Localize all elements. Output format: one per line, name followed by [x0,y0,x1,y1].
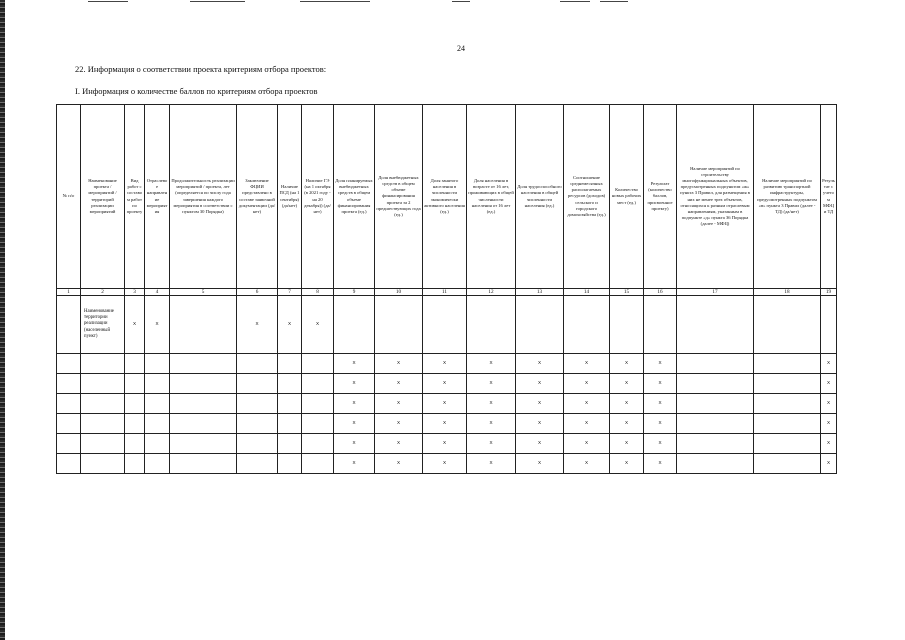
criteria-table [56,104,837,474]
column-number: 10 [375,289,423,296]
x-mark: X [610,374,644,394]
x-mark: X [237,296,278,354]
scan-edge-shadow [0,0,5,640]
table-cell [754,434,821,454]
header-cell: Количество новых рабочих мест (ед.) [610,105,644,289]
header-cell: Доля трудоспособного населения в общей численности населения (ед.) [516,105,564,289]
x-mark: X [516,414,564,434]
table-cell [81,434,125,454]
x-mark: X [516,454,564,474]
territory-name-cell: Наименование территории реализации (населенный пункт) [81,296,125,354]
column-number: 6 [237,289,278,296]
table-cell [237,374,278,394]
header-cell: Результат с учетом МФЦ и ТД [821,105,837,289]
x-mark: X [644,374,677,394]
x-mark: X [644,354,677,374]
x-mark: X [610,394,644,414]
x-mark: X [564,394,610,414]
table-row [57,434,837,454]
x-mark: X [564,454,610,474]
x-mark: X [564,434,610,454]
table-cell [125,434,145,454]
x-mark: X [375,434,423,454]
table-cell [754,296,821,354]
table-cell [170,454,237,474]
x-mark: X [334,414,375,434]
x-mark: X [375,374,423,394]
x-mark: X [467,394,516,414]
top-rule-2 [190,1,245,2]
header-cell: Заключение ФЦИИ представлено в составе заявочной документации (да/нет) [237,105,278,289]
table-cell [237,354,278,374]
table-cell [170,414,237,434]
table-cell [57,434,81,454]
header-cell: Продолжительность реализации мероприятий / проекта, лет (определяется по числу года завершения каждого мероприятия в соответствии с пунктом 30 Порядка) [170,105,237,289]
table-cell [278,454,302,474]
x-mark: X [423,414,467,434]
table-cell [754,454,821,474]
column-number: 17 [677,289,754,296]
table-row [57,414,837,434]
table-cell [302,394,334,414]
table-cell [145,394,170,414]
header-cell: Доля занятого населения в численности экономически активного населения (ед.) [423,105,467,289]
section-heading: 22. Информация о соответствии проекта критериям отбора проектов: [75,64,327,74]
table-cell [564,296,610,354]
table-cell [237,414,278,434]
column-number: 4 [145,289,170,296]
table-cell [302,354,334,374]
table-cell [125,354,145,374]
table-cell [644,296,677,354]
table-row [57,454,837,474]
table-cell [302,434,334,454]
table-cell [302,374,334,394]
x-mark: X [423,434,467,454]
table-cell [677,414,754,434]
x-mark: X [821,394,837,414]
table-cell [278,394,302,414]
column-number: 8 [302,289,334,296]
table-cell [81,454,125,474]
table-cell [821,296,837,354]
table-cell [334,296,375,354]
column-number: 1 [57,289,81,296]
table-cell [170,374,237,394]
table-cell [57,296,81,354]
x-mark: X [423,394,467,414]
x-mark: X [334,394,375,414]
subsection-heading: I. Информация о количестве баллов по критериям отбора проектов [75,86,318,96]
x-mark: X [467,354,516,374]
top-rule-3 [300,1,370,2]
table-cell [125,394,145,414]
table-cell [57,354,81,374]
header-cell: Вид работ с составом работ по проекту [125,105,145,289]
x-mark: X [145,296,170,354]
table-cell [81,354,125,374]
column-number: 12 [467,289,516,296]
x-mark: X [610,454,644,474]
table-cell [125,454,145,474]
table-cell [81,414,125,434]
table-cell [278,414,302,434]
table-cell [516,296,564,354]
top-rule-5 [560,1,590,2]
column-number: 15 [610,289,644,296]
table-cell [145,374,170,394]
x-mark: X [821,414,837,434]
top-rule-4 [452,1,470,2]
header-cell: Наличие ГЭ (на 1 октября (в 2021 году - на 20 декабря)) (да/нет) [302,105,334,289]
table-cell [81,374,125,394]
table-cell [145,434,170,454]
project-rows [57,354,837,474]
table-cell [278,374,302,394]
table-cell [170,296,237,354]
table-cell [237,454,278,474]
header-cell: Отраслевое направление мероприятия [145,105,170,289]
x-mark: X [467,374,516,394]
x-mark: X [564,354,610,374]
column-number: 5 [170,289,237,296]
x-mark: X [278,296,302,354]
table-cell [278,354,302,374]
header-cell: Доля планируемых внебюджетных средств в общем объеме финансирования проекта (ед.) [334,105,375,289]
header-cell: Доля населения в возрасте от 16 лет, проживающих в общей численности населения от 16 лет (ед.) [467,105,516,289]
x-mark: X [334,454,375,474]
x-mark: X [821,434,837,454]
table-cell [754,354,821,374]
x-mark: X [375,454,423,474]
table-cell [754,414,821,434]
x-mark: X [423,374,467,394]
header-cell: Наличие мероприятий по развитию транспортной инфраструктуры, предусмотренных подпунктом «в» пункта 3 Правил (далее - ТД) (да/нет) [754,105,821,289]
table-cell [145,414,170,434]
column-number: 11 [423,289,467,296]
table-cell [467,296,516,354]
table-cell [610,296,644,354]
x-mark: X [467,454,516,474]
x-mark: X [467,414,516,434]
table-cell [125,374,145,394]
table-cell [170,354,237,374]
table-cell [375,296,423,354]
x-mark: X [423,354,467,374]
x-mark: X [564,374,610,394]
table-cell [677,296,754,354]
x-mark: X [516,394,564,414]
table-cell [278,434,302,454]
column-number-row [57,289,837,296]
column-number: 9 [334,289,375,296]
x-mark: X [334,354,375,374]
table-cell [125,414,145,434]
table-cell [170,394,237,414]
x-mark: X [821,374,837,394]
header-cell: Соотношение среднемесячных располагаемых ресурсов (доходов) сельского и городского домохозяйства (ед.) [564,105,610,289]
table-cell [237,394,278,414]
column-number: 18 [754,289,821,296]
table-cell [145,454,170,474]
header-cell: № п/о [57,105,81,289]
x-mark: X [334,434,375,454]
x-mark: X [334,374,375,394]
x-mark: X [644,454,677,474]
x-mark: X [375,414,423,434]
x-mark: X [564,414,610,434]
column-number: 16 [644,289,677,296]
page-number: 24 [457,44,465,53]
table-cell [423,296,467,354]
header-row [57,105,837,289]
header-cell: Доля внебюджетных средств в общем объеме финансирования проекта за 2 предшествующих года (ед.) [375,105,423,289]
x-mark: X [423,454,467,474]
header-cell: Наименование проекта / мероприятий / территорий реализации мероприятий [81,105,125,289]
table-cell [170,434,237,454]
table-cell [677,394,754,414]
column-number: 14 [564,289,610,296]
column-number: 3 [125,289,145,296]
x-mark: X [610,354,644,374]
x-mark: X [821,354,837,374]
column-number: 7 [278,289,302,296]
top-rule-1 [88,1,128,2]
top-rule-6 [600,1,628,2]
x-mark: X [821,454,837,474]
table-cell [57,414,81,434]
table-row [57,374,837,394]
table-cell [754,394,821,414]
table-row [57,354,837,374]
x-mark: X [516,374,564,394]
table-cell [81,394,125,414]
table-cell [57,454,81,474]
table-cell [57,394,81,414]
table-cell [237,434,278,454]
x-mark: X [467,434,516,454]
column-number: 2 [81,289,125,296]
x-mark: X [125,296,145,354]
column-number: 19 [821,289,837,296]
table-cell [302,454,334,474]
table-cell [677,454,754,474]
x-mark: X [375,394,423,414]
table-cell [677,434,754,454]
table-cell [57,374,81,394]
table-cell [677,354,754,374]
x-mark: X [516,434,564,454]
x-mark: X [302,296,334,354]
x-mark: X [644,414,677,434]
column-number: 13 [516,289,564,296]
x-mark: X [516,354,564,374]
table-cell [754,374,821,394]
table-cell [302,414,334,434]
x-mark: X [610,434,644,454]
table-row [57,394,837,414]
table-cell [677,374,754,394]
x-mark: X [375,354,423,374]
x-mark: X [644,434,677,454]
header-cell: Результат (количество баллов, присвоенное проекту) [644,105,677,289]
x-mark: X [610,414,644,434]
header-cell: Наличие ПСД (на 1 сентября) (да/нет) [278,105,302,289]
territory-row [57,296,837,354]
header-cell: Наличие мероприятий по строительству многофункциональных объектов, предусмотренных подпунктом «ж» пункта 3 Правил, для размещения в них не менее трех объектов, относящихся к разным отраслевым направлениям, указанным в подпункте «д» пункта 36 Порядка (далее - МФЦ) [677,105,754,289]
x-mark: X [644,394,677,414]
table-cell [145,354,170,374]
